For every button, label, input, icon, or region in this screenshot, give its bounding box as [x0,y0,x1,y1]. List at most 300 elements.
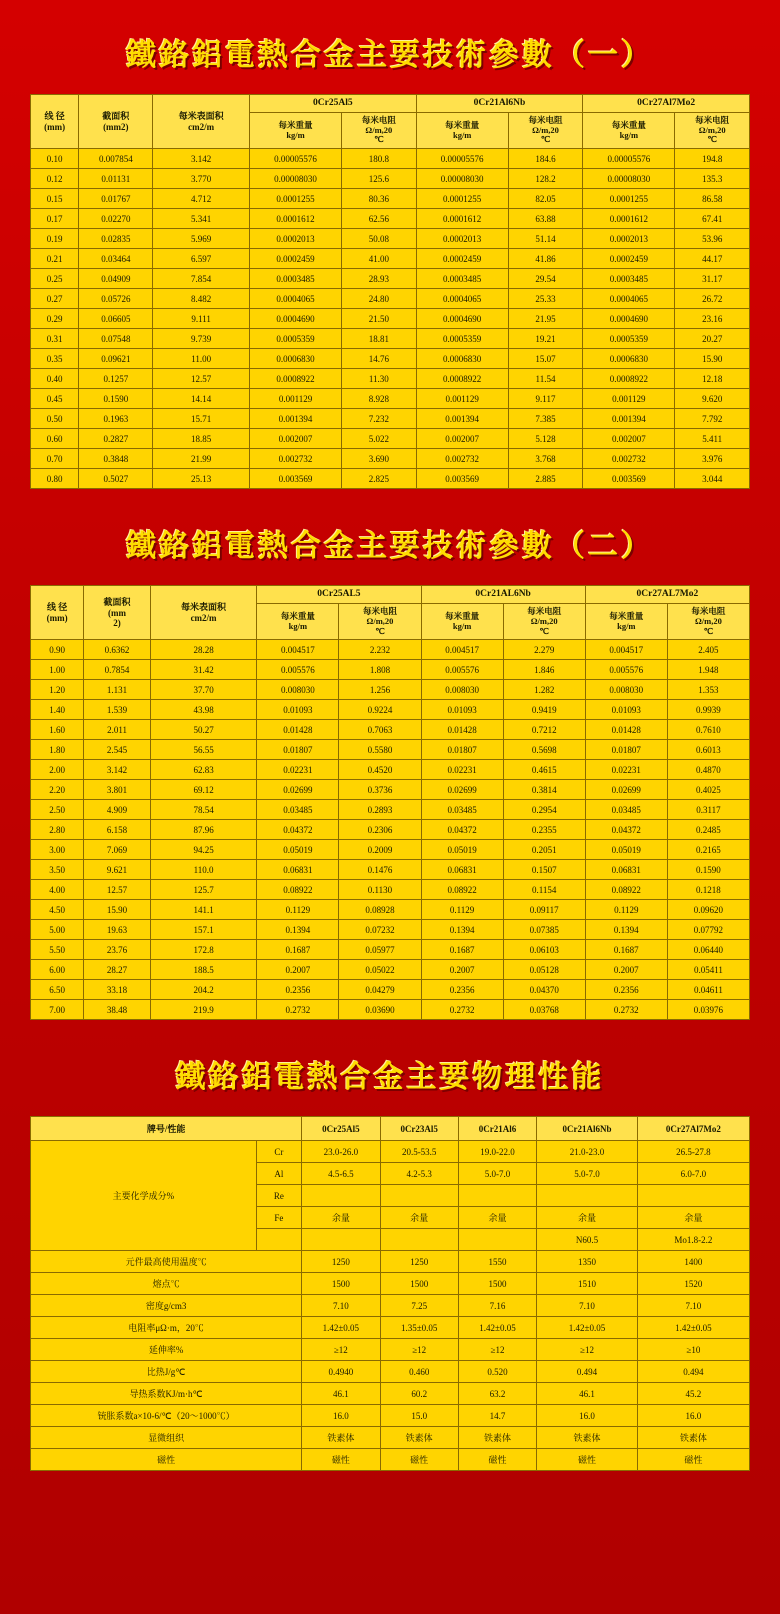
th2-resistance-1-line1: 每米电阻 [362,606,397,617]
table-cell: 0.60 [31,429,79,449]
table-cell: 0.5027 [79,469,153,489]
table-cell: 铁素体 [637,1427,749,1449]
table-cell: 14.7 [458,1405,536,1427]
table-cell: 0.02699 [257,780,339,800]
table-cell: 0.01093 [585,700,667,720]
table-cell: 1.42±0.05 [537,1317,638,1339]
table-cell: 0.03768 [503,1000,585,1020]
table-row [31,1361,750,1383]
table-cell: 7.25 [380,1295,458,1317]
table-cell: 1.846 [503,660,585,680]
th2-weight-3-line2: kg/m [617,620,636,631]
table-cell: 0.004517 [585,640,667,660]
table-cell: Mo1.8-2.2 [637,1229,749,1251]
table-cell: 6.158 [84,820,151,840]
th3-grade-property: 牌号/性能 [31,1117,302,1141]
table-cell: 69.12 [150,780,257,800]
table-cell: 19.0-22.0 [458,1141,536,1163]
table-cell: 80.36 [342,189,417,209]
table-cell: 0.03464 [79,249,153,269]
th2-weight-3 [585,604,667,640]
table-cell: 0.0005359 [249,329,341,349]
table-row [31,1339,750,1361]
tech-params-table-2 [30,585,750,1020]
table-cell: 1.353 [667,680,749,700]
th-resistance-3 [675,112,750,148]
table-cell: 21.50 [342,309,417,329]
table-cell: 16.0 [537,1405,638,1427]
table-row [31,169,750,189]
table-cell: 0.520 [458,1361,536,1383]
th-resistance-2-line3: ℃ [540,134,551,145]
table-cell: 3.044 [675,469,750,489]
table3-body [31,1141,750,1471]
table-row [31,700,750,720]
table-row [31,760,750,780]
table-cell: 余量 [537,1207,638,1229]
table-cell: 5.969 [153,229,250,249]
table-cell: 0.2007 [421,960,503,980]
table-cell: 2.405 [667,640,749,660]
table-cell: 铁素体 [302,1427,380,1449]
table2-body [31,640,750,1020]
table-cell: 50.08 [342,229,417,249]
th2-cross-section [84,586,151,640]
table-cell: 0.4940 [302,1361,380,1383]
th2-surface-area [150,586,257,640]
table-cell: 184.6 [508,149,583,169]
table-cell: 51.14 [508,229,583,249]
table-cell: 1500 [458,1273,536,1295]
table-cell: 28.28 [150,640,257,660]
table-row [31,229,750,249]
table-cell: 0.003569 [583,469,675,489]
table-cell: 23.0-26.0 [302,1141,380,1163]
table-cell: 0.01093 [257,700,339,720]
table-cell: 3.768 [508,449,583,469]
th-cross-section-line1: 截面积 [102,111,130,122]
table-cell: 37.70 [150,680,257,700]
table-cell: 4.5-6.5 [302,1163,380,1185]
table-cell: 0.001129 [583,389,675,409]
table-cell: 1.808 [339,660,421,680]
table-cell: 0.9224 [339,700,421,720]
table-cell: 63.88 [508,209,583,229]
table-cell: 0.004517 [257,640,339,660]
table-row [31,1141,750,1163]
table-cell: 0.7063 [339,720,421,740]
th-weight-2-line1: 每米重量 [445,119,480,130]
table-cell: 0.001129 [249,389,341,409]
table-cell: 3.50 [31,860,84,880]
table-cell: 4.2-5.3 [380,1163,458,1185]
table-cell: 1400 [637,1251,749,1273]
th2-group-0cr27al7mo2: 0Cr27AL7Mo2 [585,586,749,604]
table-cell: 5.128 [508,429,583,449]
table-one-wrap [30,94,750,489]
th-group-0cr27al7mo2: 0Cr27Al7Mo2 [583,95,750,113]
table-cell: 0.00005576 [249,149,341,169]
table-cell: 0.35 [31,349,79,369]
table-cell: 0.04909 [79,269,153,289]
th2-resistance-1-line3: ℃ [375,625,385,636]
table-row [31,800,750,820]
chem-element-label [256,1229,302,1251]
table-cell: 9.620 [675,389,750,409]
th2-cross-section-line2: (mm [108,607,127,618]
table-cell: 1.42±0.05 [302,1317,380,1339]
table-row [31,1383,750,1405]
table-cell: 1250 [302,1251,380,1273]
table-cell: 16.0 [637,1405,749,1427]
table-cell: 0.004517 [421,640,503,660]
table-cell: 0.2051 [503,840,585,860]
th2-surface-area-line2: cm2/m [190,612,217,623]
table-cell: 11.00 [153,349,250,369]
table-cell: 0.05019 [421,840,503,860]
tech-params-table-1 [30,94,750,489]
th2-weight-3-line1: 每米重量 [609,611,644,622]
table-cell: 0.1218 [667,880,749,900]
th-resistance-1-line3: ℃ [374,134,384,145]
table-cell: 1500 [380,1273,458,1295]
table-cell: 0.06440 [667,940,749,960]
table-row [31,740,750,760]
table-cell: 41.00 [342,249,417,269]
table-cell: 0.90 [31,640,84,660]
table-cell: 188.5 [150,960,257,980]
table-cell: 0.2356 [421,980,503,1000]
table-cell: 0.002732 [249,449,341,469]
table-row [31,680,750,700]
table-cell: 0.2732 [421,1000,503,1020]
table-cell: 0.04372 [585,820,667,840]
table-cell: 0.05019 [585,840,667,860]
table-cell: 0.15 [31,189,79,209]
table-cell: 1.256 [339,680,421,700]
table-cell: 0.2356 [257,980,339,1000]
table-cell: 23.16 [675,309,750,329]
table-cell: 3.142 [153,149,250,169]
table-two-wrap [30,585,750,1020]
table-cell: 67.41 [675,209,750,229]
table-row [31,269,750,289]
table-cell: 45.2 [637,1383,749,1405]
table1-head [31,95,750,149]
table-row [31,1000,750,1020]
table-cell: 125.6 [342,169,417,189]
table-cell: 2.232 [339,640,421,660]
property-label: 电阻率μΩ·m，20℃ [31,1317,302,1339]
table-cell [380,1185,458,1207]
table-cell: 125.7 [150,880,257,900]
th2-cross-section-line3: 2) [113,618,121,628]
table-cell: 0.0004065 [249,289,341,309]
table-cell: 0.3736 [339,780,421,800]
table-cell: 6.597 [153,249,250,269]
table-cell: 0.0008922 [416,369,508,389]
table-cell: 0.2356 [585,980,667,1000]
table-cell: 3.770 [153,169,250,189]
table-cell: 12.57 [84,880,151,900]
table-cell: 0.0004065 [583,289,675,309]
table-cell: 0.00005576 [583,149,675,169]
th-group-0cr21al6nb: 0Cr21Al6Nb [416,95,583,113]
table-cell: 0.002732 [416,449,508,469]
property-label: 磁性 [31,1449,302,1471]
table-cell: 9.111 [153,309,250,329]
table-cell: 1.20 [31,680,84,700]
table-cell: 18.85 [153,429,250,449]
table-cell: 219.9 [150,1000,257,1020]
table-cell: 5.50 [31,940,84,960]
table-row [31,449,750,469]
table-row [31,900,750,920]
table-cell: 0.0001612 [249,209,341,229]
table-cell: 0.1590 [79,389,153,409]
th-group-0cr25al5: 0Cr25Al5 [249,95,416,113]
table-cell: 0.25 [31,269,79,289]
bottom-spacer [0,1493,780,1511]
th2-weight-2-line2: kg/m [452,620,472,631]
table-cell: 0.7212 [503,720,585,740]
table-cell: 0.06831 [585,860,667,880]
table-cell: 0.2732 [585,1000,667,1020]
table-cell: 0.1590 [667,860,749,880]
th2-weight-1-line2: kg/m [288,620,308,631]
table-cell: 0.0004065 [416,289,508,309]
table-cell: 0.01767 [79,189,153,209]
table-cell: 0.02835 [79,229,153,249]
chem-element-label: Re [256,1185,302,1207]
th2-resistance-2-line3: ℃ [539,625,549,636]
table-cell: 3.976 [675,449,750,469]
th-weight-2 [416,112,508,148]
table-cell: 1.80 [31,740,84,760]
table-cell: 0.001394 [416,409,508,429]
chem-element-label: Fe [256,1207,302,1229]
table-cell: 0.0004690 [416,309,508,329]
table-cell: 0.0003485 [416,269,508,289]
property-label: 元件最高使用温度℃ [31,1251,302,1273]
table-row [31,329,750,349]
table-cell: 31.42 [150,660,257,680]
table-cell: 0.01131 [79,169,153,189]
table-cell: ≥12 [537,1339,638,1361]
table-row [31,840,750,860]
table-cell: 0.02270 [79,209,153,229]
table-cell: 0.07385 [503,920,585,940]
table-cell: 0.08922 [421,880,503,900]
chem-element-label: Al [256,1163,302,1185]
table3-head-row [31,1117,750,1141]
table-cell: 0.1687 [257,940,339,960]
page-title-2: 鐵鉻鋁電熱合金主要技術參數（二） [126,529,654,565]
table-cell: 0.12 [31,169,79,189]
table-cell: 0.03976 [667,1000,749,1020]
th-resistance-2-line1: 每米电阻 [528,114,563,125]
table-cell: 0.0001255 [249,189,341,209]
table-cell: 0.2165 [667,840,749,860]
table-cell: 0.2732 [257,1000,339,1020]
table-cell: 0.002007 [416,429,508,449]
table-cell: 1.131 [84,680,151,700]
table-cell: 0.0001612 [416,209,508,229]
table-cell: 0.03485 [257,800,339,820]
table-cell: 0.45 [31,389,79,409]
table-cell: 15.0 [380,1405,458,1427]
table-cell: 180.8 [342,149,417,169]
th-wire-diameter-line1: 线 径 [44,111,65,122]
table-cell: 0.04279 [339,980,421,1000]
table-cell: 25.33 [508,289,583,309]
th3-col-0cr27al7mo2: 0Cr27Al7Mo2 [637,1117,749,1141]
page-title-3: 鐵鉻鋁電熱合金主要物理性能 [175,1060,605,1096]
table-cell: 0.01807 [421,740,503,760]
table-cell: 135.3 [675,169,750,189]
table-cell: 0.6013 [667,740,749,760]
table-cell: 1.42±0.05 [458,1317,536,1339]
table-cell: 0.04372 [257,820,339,840]
th2-group-0cr25al5: 0Cr25AL5 [257,586,421,604]
table-cell: 53.96 [675,229,750,249]
table-cell: 43.98 [150,700,257,720]
table-cell: 0.2485 [667,820,749,840]
table-cell: 5.0-7.0 [458,1163,536,1185]
th2-resistance-3-line3: ℃ [703,625,714,636]
th2-resistance-1 [339,604,421,640]
table-cell: 0.05019 [257,840,339,860]
table-row [31,209,750,229]
table-cell: 2.50 [31,800,84,820]
table-cell: 2.825 [342,469,417,489]
table-row [31,720,750,740]
table-cell: 15.71 [153,409,250,429]
table-cell: 0.2009 [339,840,421,860]
table-row [31,189,750,209]
th-resistance-3-line3: ℃ [707,134,717,145]
table-cell: 0.1394 [585,920,667,940]
table-cell: 余量 [458,1207,536,1229]
table-cell: 0.2355 [503,820,585,840]
table-cell: 0.09620 [667,900,749,920]
table-cell: 0.1507 [503,860,585,880]
table-cell: 9.117 [508,389,583,409]
table-cell: 0.002007 [249,429,341,449]
table-cell: 86.58 [675,189,750,209]
table-cell: 0.07232 [339,920,421,940]
th-surface-area-line2: cm2/m [188,121,215,132]
table-cell: 29.54 [508,269,583,289]
table-cell: 0.02231 [421,760,503,780]
th-resistance-1-line2: Ω/m,20 [365,124,393,135]
th-surface-area-line1: 每米表面积 [178,111,224,122]
table-cell: 1.948 [667,660,749,680]
th-resistance-1 [342,112,417,148]
table-cell: 0.2954 [503,800,585,820]
table-cell: 41.86 [508,249,583,269]
table-cell: 0.29 [31,309,79,329]
table-cell: 16.0 [302,1405,380,1427]
table-cell: 38.48 [84,1000,151,1020]
th2-resistance-2 [503,604,585,640]
table-cell: 15.90 [84,900,151,920]
table-cell: 0.9939 [667,700,749,720]
table-row [31,1317,750,1339]
table-cell: 0.2893 [339,800,421,820]
table-cell: 26.72 [675,289,750,309]
table-cell: 0.007854 [79,149,153,169]
table-cell [458,1229,536,1251]
table-cell: 0.0005359 [416,329,508,349]
table-cell: 0.50 [31,409,79,429]
table-cell: 7.00 [31,1000,84,1020]
table-cell: 0.70 [31,449,79,469]
table-cell [637,1185,749,1207]
table-cell: 2.00 [31,760,84,780]
table-cell: 31.17 [675,269,750,289]
table-cell: 3.00 [31,840,84,860]
table-cell: 0.002732 [583,449,675,469]
table-cell: ≥10 [637,1339,749,1361]
table-cell: 0.06831 [257,860,339,880]
th3-col-0cr23al5: 0Cr23Al5 [380,1117,458,1141]
table-cell: 0.4615 [503,760,585,780]
table-cell: 62.56 [342,209,417,229]
table-cell: 4.00 [31,880,84,900]
table-cell: 0.0002459 [249,249,341,269]
table-cell: 0.1963 [79,409,153,429]
th-cross-section-line2: (mm2) [103,121,129,132]
table-cell: 0.4870 [667,760,749,780]
table-cell: 0.494 [637,1361,749,1383]
table-cell: 0.1154 [503,880,585,900]
table-cell: 0.3848 [79,449,153,469]
table-cell [302,1185,380,1207]
table-row [31,429,750,449]
table-cell: ≥12 [380,1339,458,1361]
th2-resistance-1-line2: Ω/m,20 [366,615,394,626]
table-cell: 63.2 [458,1383,536,1405]
chem-composition-label: 主要化学成分% [31,1141,257,1251]
table-cell [458,1185,536,1207]
table-cell: 20.27 [675,329,750,349]
table-cell: 0.3814 [503,780,585,800]
table-row [31,1427,750,1449]
th-weight-3-line1: 每米重量 [611,119,646,130]
table-cell: 0.1129 [257,900,339,920]
table-cell: 0.0002013 [416,229,508,249]
table-cell: 0.40 [31,369,79,389]
table-row [31,369,750,389]
table-cell: 4.712 [153,189,250,209]
table-row [31,349,750,369]
table-cell: 0.09621 [79,349,153,369]
table-row [31,309,750,329]
table-cell: 8.928 [342,389,417,409]
table-cell: 余量 [302,1207,380,1229]
th2-group-0cr21al6nb: 0Cr21AL6Nb [421,586,585,604]
table-cell: 0.07548 [79,329,153,349]
table-cell: 0.0002459 [416,249,508,269]
table-cell: 0.01093 [421,700,503,720]
table-cell: 0.0002013 [583,229,675,249]
table-cell: 78.54 [150,800,257,820]
table-cell: 0.2007 [257,960,339,980]
table-cell: 204.2 [150,980,257,1000]
table-cell: 0.0006830 [249,349,341,369]
table-row [31,289,750,309]
